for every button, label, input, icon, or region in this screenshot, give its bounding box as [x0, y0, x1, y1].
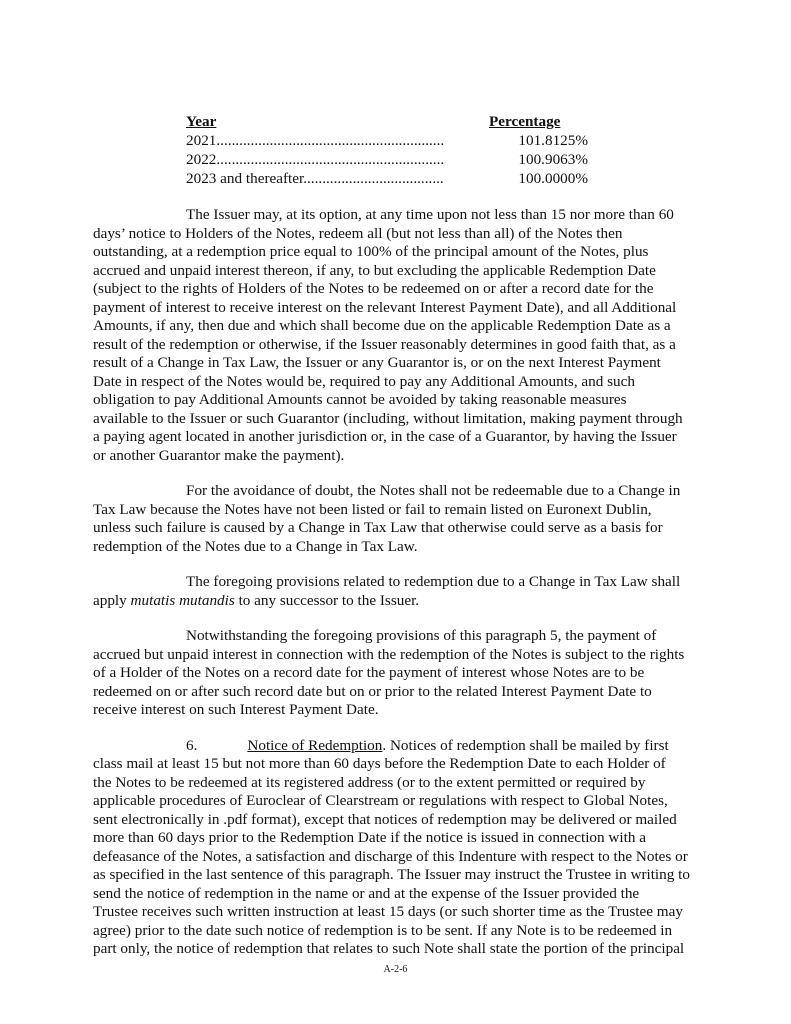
paragraph-text: Notwithstanding the foregoing provisions of this paragraph 5, the payment of accrued but unpaid interest in connection with the redemption of the Notes is subject to the rights of a Holder of the Notes on a record date for the payment of interest whose Notes are to be redeemed on or after such record date but on or prior to the related Interest Payment Date to receive interest on such Interest Payment Date. [93, 627, 685, 718]
schedule-header-year: Year [186, 113, 217, 130]
schedule-row [186, 131, 606, 150]
page-number: A-2-6 [383, 964, 408, 975]
paragraph-avoidance-of-doubt [93, 482, 700, 556]
paragraph-text: For the avoidance of doubt, the Notes shall not be redeemable due to a Change in Tax Law because the Notes have not been listed or fail to remain listed on Euronext Dublin, unless such failure is caused by a Change in Tax Law that otherwise could serve as a basis for redemption of the Notes due to a Change in Tax Law. [93, 482, 681, 555]
paragraph-accrued-interest [93, 627, 700, 720]
body-text [93, 206, 700, 976]
paragraph-text: Notices of redemption shall be mailed by first class mail at least 15 but not more than 60 days before the Redemption Date to each Holder of the Notes to be redeemed at its registered address (or to the extent permitted or required by applicable procedures of Euroclear of Clearstream or regulations with respect to Global Notes, sent electronically in .pdf format), except that notices of redemption may be delivered or mailed more than 60 days prior to the Redemption Date if the notice is issued in connection with a defeasance of the Notes, a satisfaction and discharge of this Indenture with respect to the Notes or as specified in the last sentence of this paragraph. The Issuer may instruct the Trustee in writing to send the notice of redemption in the name or and at the expense of the Issuer provided the Trustee receives such written instruction at least 15 days (or such shorter time as the Trustee may agree) prior to the date such notice of redemption is to be sent. If any Note is to be redeemed in part only, the notice of redemption that relates to such Note shall state the portion of the principal [93, 736, 690, 957]
schedule-row-year: 2021............................................................ [186, 132, 445, 149]
paragraph-text: The foregoing provisions related to redemption due to a Change in Tax Law shall apply [93, 573, 681, 609]
paragraph-text: The Issuer may, at its option, at any time upon not less than 15 nor more than 60 days’ notice to Holders of the Notes, redeem all (but not less than all) of the Notes then outstanding, at a redemption price equal to 100% of the principal amount of the Notes, plus accrued and unpaid interest thereon, if any, to but excluding the applicable Redemption Date (subject to the rights of Holders of the Notes to be redeemed on or after a record date for the payment of interest to receive interest on the relevant Interest Payment Date), and all Additional Amounts, if any, then due and which shall become due on the applicable Redemption Date as a result of the redemption or otherwise, if the Issuer reasonably determines in good faith that, as a result of a Change in Tax Law, the Issuer or any Guarantor is, or on the next Interest Payment Date in respect of the Notes would be, required to pay any Additional Amounts, and such obligation to pay Additional Amounts cannot be avoided by taking reasonable measures available to the Issuer or such Guarantor (including, without limitation, making payment through a paying agent located in another jurisdiction or, in the case of a Guarantor, by having the Issuer or another Guarantor make the payment). [93, 206, 683, 464]
schedule-row-percentage: 101.8125% [518, 132, 588, 149]
paragraph-text: to any successor to the Issuer. [234, 591, 420, 609]
paragraph-notice-of-redemption [93, 737, 700, 959]
schedule-header-row [186, 112, 606, 131]
schedule-row [186, 169, 606, 188]
section-heading-period: . [382, 736, 387, 754]
schedule-row-year: 2023 and thereafter..................................... [186, 170, 444, 187]
redemption-price-schedule [186, 112, 606, 188]
paragraph-tax-redemption [93, 206, 700, 465]
schedule-row [186, 150, 606, 169]
schedule-row-percentage: 100.0000% [518, 170, 588, 187]
schedule-row-percentage: 100.9063% [518, 151, 588, 168]
section-number: 6. [186, 736, 198, 754]
section-heading: Notice of Redemption [247, 736, 383, 754]
italic-phrase: mutatis mutandis [130, 591, 235, 609]
schedule-row-year: 2022............................................................ [186, 151, 445, 168]
paragraph-successor [93, 573, 700, 610]
schedule-header-percentage: Percentage [489, 113, 561, 130]
